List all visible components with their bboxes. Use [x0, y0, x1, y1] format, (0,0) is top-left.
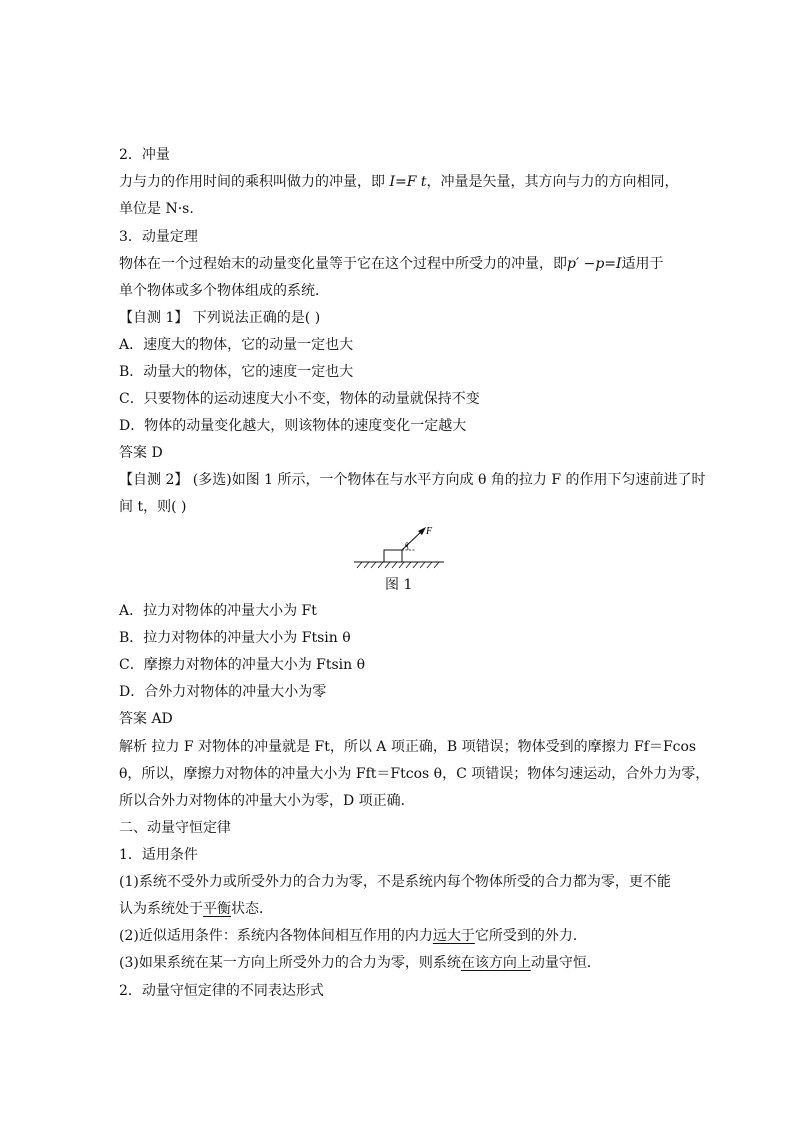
block — [384, 550, 402, 562]
section-heading-conservation: 二、动量守恒定律 — [119, 820, 231, 836]
condition-1-cont: 认为系统处于平衡状态． — [119, 901, 273, 917]
momentum-theorem-scope: 单个物体或多个物体组成的系统． — [119, 283, 329, 299]
subheading-conditions: 1．适用条件 — [119, 847, 198, 863]
force-label: F — [426, 526, 433, 537]
answer-2: 答案 AD — [119, 711, 173, 727]
option-d-2: D．合外力对物体的冲量大小为零 — [119, 684, 327, 700]
analysis-line-2: θ，所以，摩擦力对物体的冲量大小为 Fft＝Ftcos θ，C 项错误；物体匀速运动，合外力为零， — [119, 766, 710, 782]
option-b-2: B．拉力对物体的冲量大小为 Ftsin θ — [119, 630, 351, 646]
condition-2: (2)近似适用条件：系统内各物体间相互作用的内力远大于它所受到的外力． — [119, 928, 587, 944]
self-test-2-question-cont: 间 t，则( ) — [119, 499, 187, 515]
analysis-line-3: 所以合外力对物体的冲量大小为零，D 项正确． — [119, 793, 415, 809]
figure-caption: 图 1 — [385, 577, 413, 593]
impulse-unit: 单位是 N·s. — [119, 201, 194, 217]
option-c: C．只要物体的运动速度大小不变，物体的动量就保持不变 — [119, 391, 480, 407]
option-a: A．速度大的物体，它的动量一定也大 — [119, 337, 354, 353]
analysis-line-1: 解析 拉力 F 对物体的冲量就是 Ft，所以 A 项正确，B 项错误；物体受到的摩擦力 Ff＝Fcos — [119, 739, 697, 755]
momentum-theorem-text: 物体在一个过程始末的动量变化量等于它在这个过程中所受力的冲量，即p′ −p=I适用于 — [119, 256, 664, 272]
angle-label: θ — [405, 541, 409, 549]
option-b: B．动量大的物体，它的速度一定也大 — [119, 364, 354, 380]
ground-hatching — [357, 562, 439, 568]
subheading-expressions: 2．动量守恒定律的不同表达形式 — [119, 983, 324, 999]
self-test-1-question: 【自测 1】 下列说法正确的是( ) — [119, 310, 321, 326]
option-d: D．物体的动量变化越大，则该物体的速度变化一定越大 — [119, 418, 467, 434]
section-heading-momentum-theorem: 3．动量定理 — [119, 229, 198, 245]
condition-1: (1)系统不受外力或所受外力的合力为零，不是系统内每个物体所受的合力都为零，更不能 — [119, 874, 671, 890]
force-diagram — [354, 524, 444, 572]
option-c-2: C．摩擦力对物体的冲量大小为 Ftsin θ — [119, 657, 366, 673]
option-a-2: A．拉力对物体的冲量大小为 Ft — [119, 603, 317, 619]
condition-3: (3)如果系统在某一方向上所受外力的合力为零，则系统在该方向上动量守恒． — [119, 955, 601, 971]
impulse-definition: 力与力的作用时间的乘积叫做力的冲量，即 I=F t，冲量是矢量，其方向与力的方向相同， — [119, 174, 679, 190]
section-heading-impulse: 2．冲量 — [119, 147, 170, 163]
self-test-2-question: 【自测 2】 (多选)如图 1 所示，一个物体在与水平方向成 θ 角的拉力 F 的作用下匀速前进了时 — [119, 472, 706, 488]
answer-1: 答案 D — [119, 445, 163, 461]
